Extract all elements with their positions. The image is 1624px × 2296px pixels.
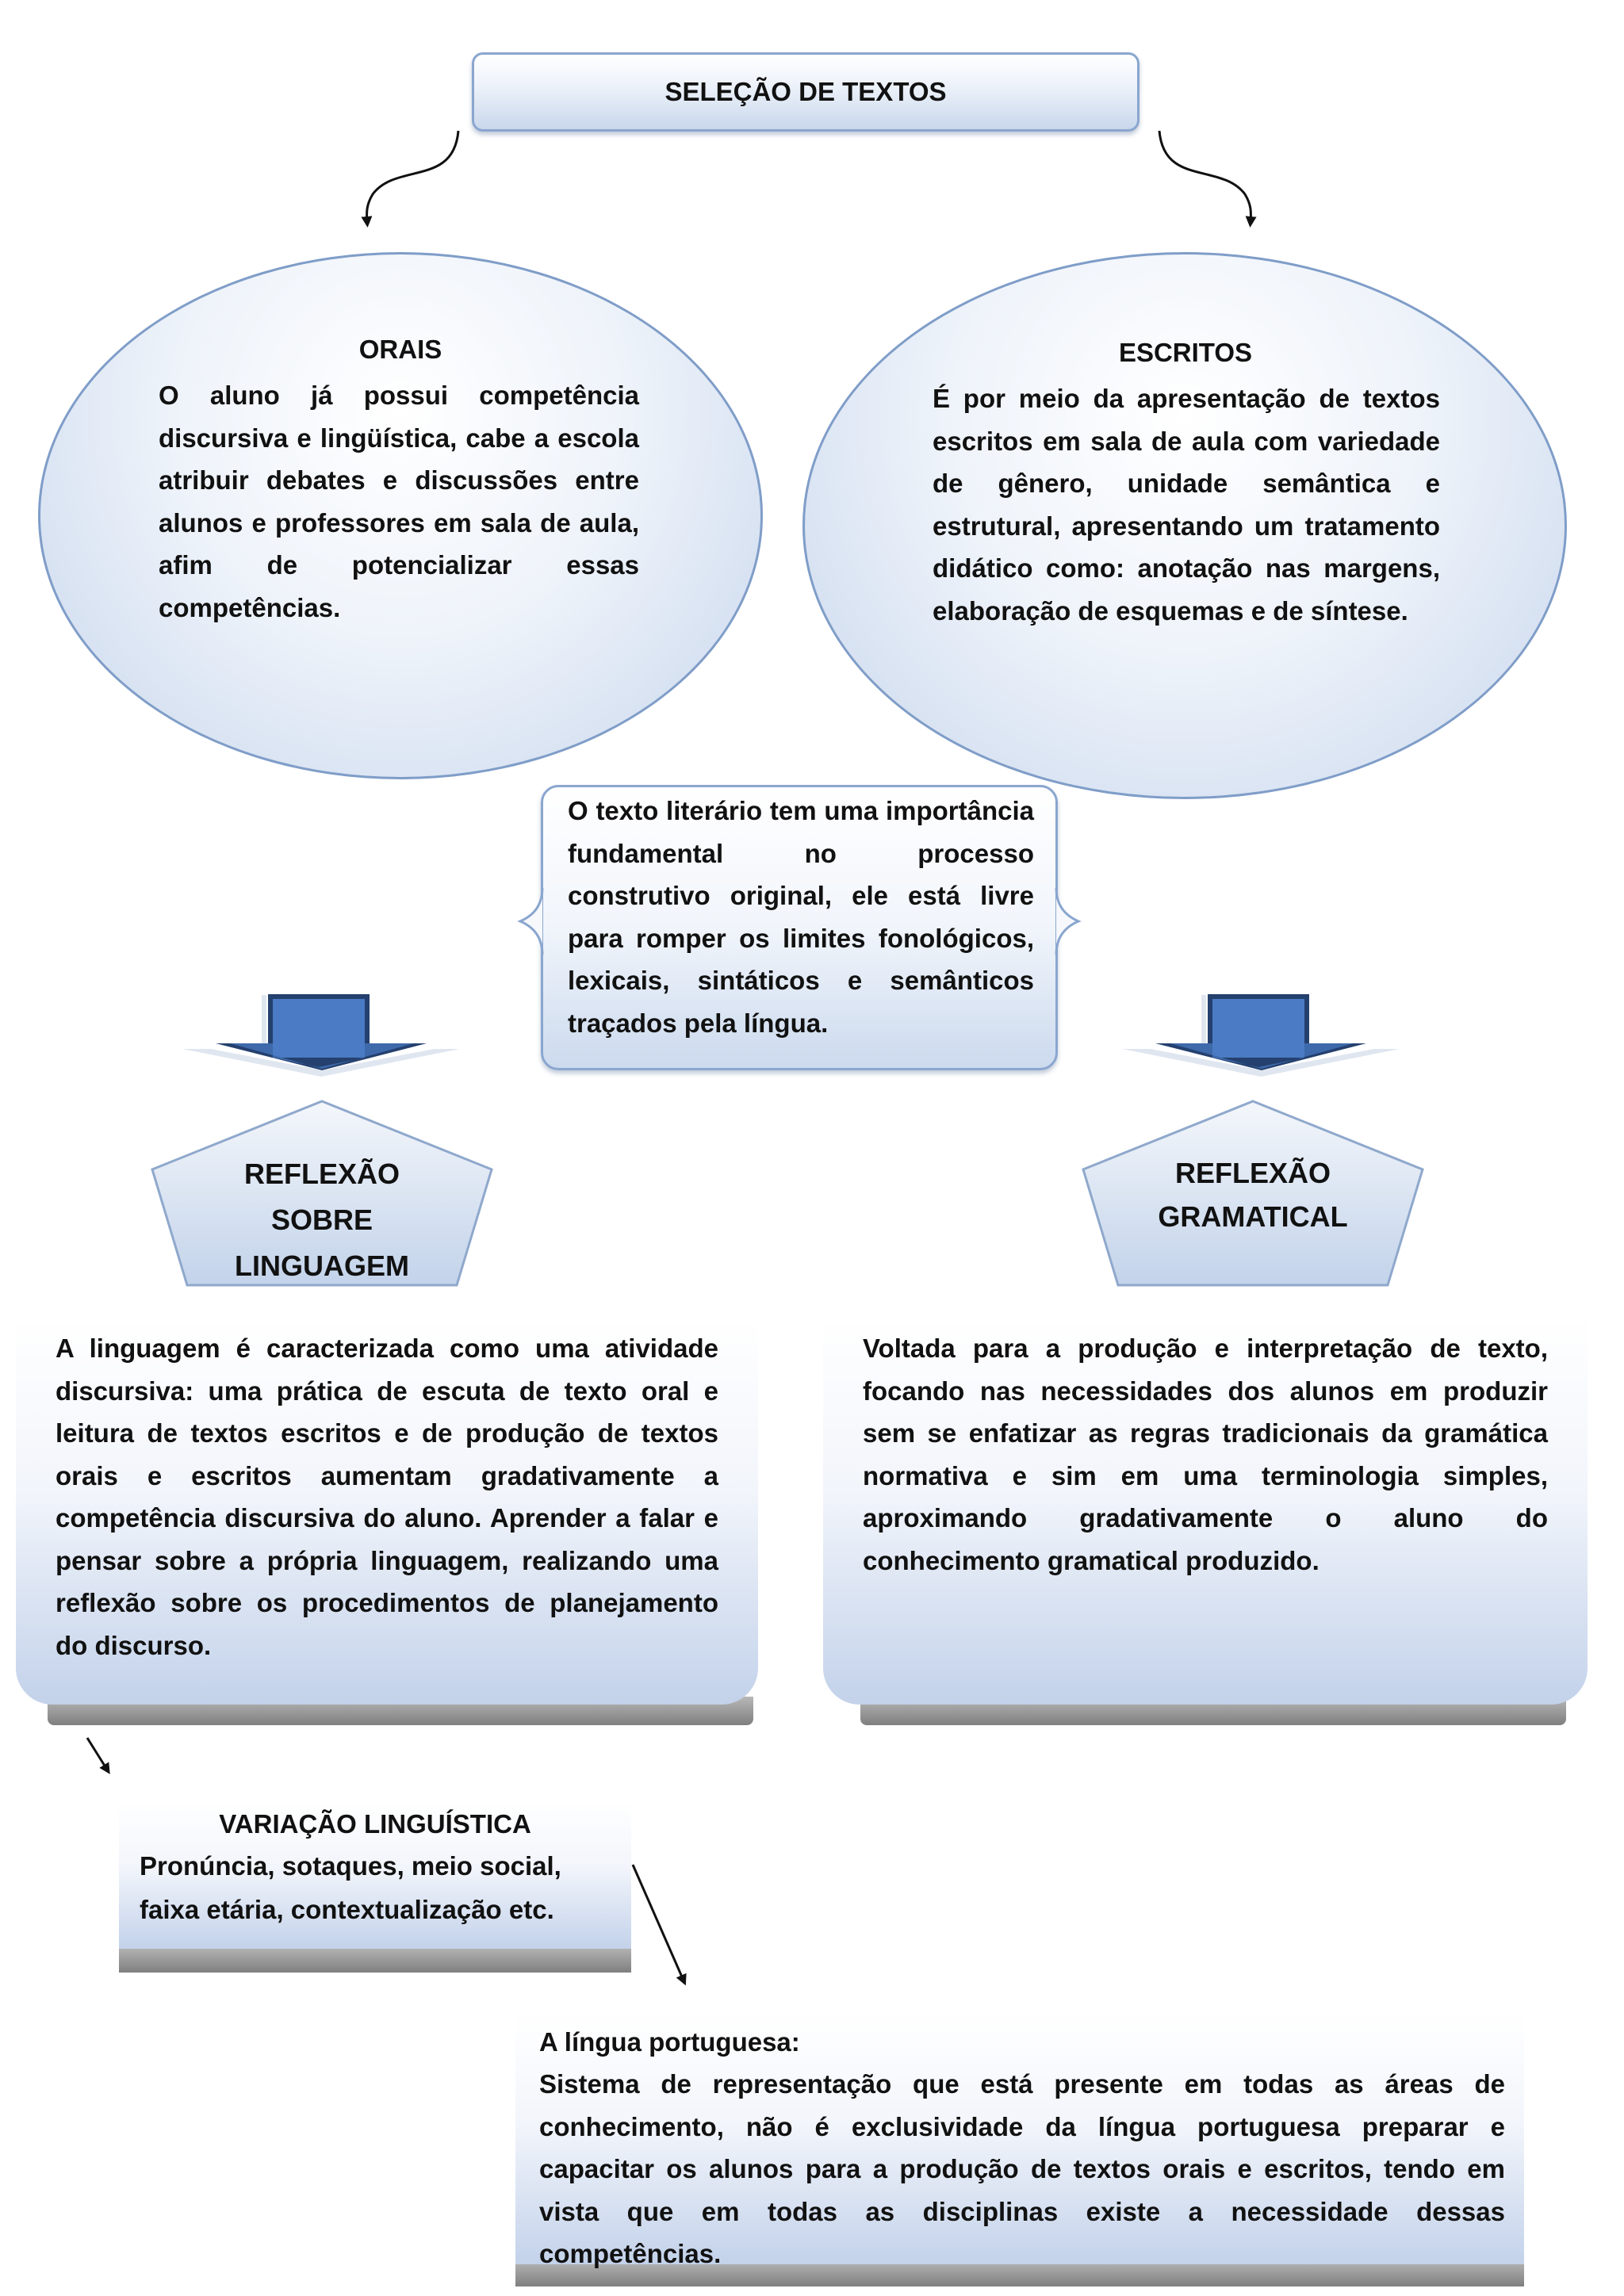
variacao-line2: faixa etária, contextualização etc. [140, 1895, 554, 1924]
reflexao-linguagem-line2: SOBRE [270, 1203, 373, 1236]
arrow-to-lingua-portuguesa [633, 1865, 684, 1980]
variacao-line1: Pronúncia, sotaques, meio social, [140, 1851, 561, 1881]
down-arrow-left [182, 991, 468, 1078]
lingua-portuguesa-text: Sistema de representação que está presente em todas as áreas de conhecimento, não é exclusividade da língua portuguesa preparar e capacitar os alunos para a produção de textos orais e escritos, tendo em vista que em todas as disciplinas existe a necessidade dessas competências. [539, 2069, 1505, 2268]
orais-text: O aluno já possui competência discursiva e lingüística, cabe a escola atribuir debates e discussões entre alunos e professores em sala de aula, afim de potencializar essas competências. [159, 381, 639, 622]
arrow-to-escritos [1159, 131, 1251, 222]
reflexao-linguagem-line3: LINGUAGEM [235, 1249, 409, 1282]
orais-title: ORAIS [358, 335, 442, 364]
variacao-box-shadow [119, 1946, 631, 1973]
lingua-portuguesa-title: A língua portuguesa: [539, 2027, 800, 2057]
variacao-text [140, 1844, 623, 1931]
texto-literario-text: O texto literário tem uma importância fundamental no processo construtivo original, ele está livre para romper os limites fonológicos, lexicais, sintáticos e semânticos traçados pela língua. [568, 796, 1034, 1038]
escritos-text: É por meio da apresentação de textos escritos em sala de aula com variedade de gênero, unidade semântica e estrutural, apresentando um tratamento didático como: anotação nas margens, elaboração de esquemas e de síntese. [933, 384, 1440, 626]
down-arrow-right [1122, 991, 1408, 1078]
reflexao-gramatical-line2: GRAMATICAL [1158, 1200, 1348, 1233]
reflexao-gramatical-line1: REFLEXÃO [1174, 1157, 1331, 1189]
arrow-to-orais [367, 131, 458, 222]
escritos-title: ESCRITOS [1118, 338, 1253, 367]
variacao-title: VARIAÇÃO LINGUÍSTICA [219, 1809, 531, 1839]
reflexao-linguagem-line1: REFLEXÃO [243, 1158, 400, 1190]
title-text: SELEÇÃO DE TEXTOS [665, 77, 947, 106]
reflexao-linguagem-label [211, 1151, 433, 1289]
reflexao-gramatical-label [1134, 1151, 1372, 1238]
linguagem-text: A linguagem é caracterizada como uma atividade discursiva: uma prática de escuta de texto oral e leitura de textos escritos e de produção de textos orais e escritos aumentam gradativamente a competência discursiva do aluno. Aprender a falar e pensar sobre a própria linguagem, realizando uma reflexão sobre os procedimentos de planejamento do discurso. [56, 1334, 718, 1660]
gramatical-text: Voltada para a produção e interpretação de texto, focando nas necessidades dos alunos em produzir sem se enfatizar as regras tradicionais da gramática normativa e sim em uma terminologia simples, aproximando gradativamente o aluno do conhecimento gramatical produzido. [863, 1334, 1548, 1575]
arrow-to-variacao [87, 1738, 107, 1770]
